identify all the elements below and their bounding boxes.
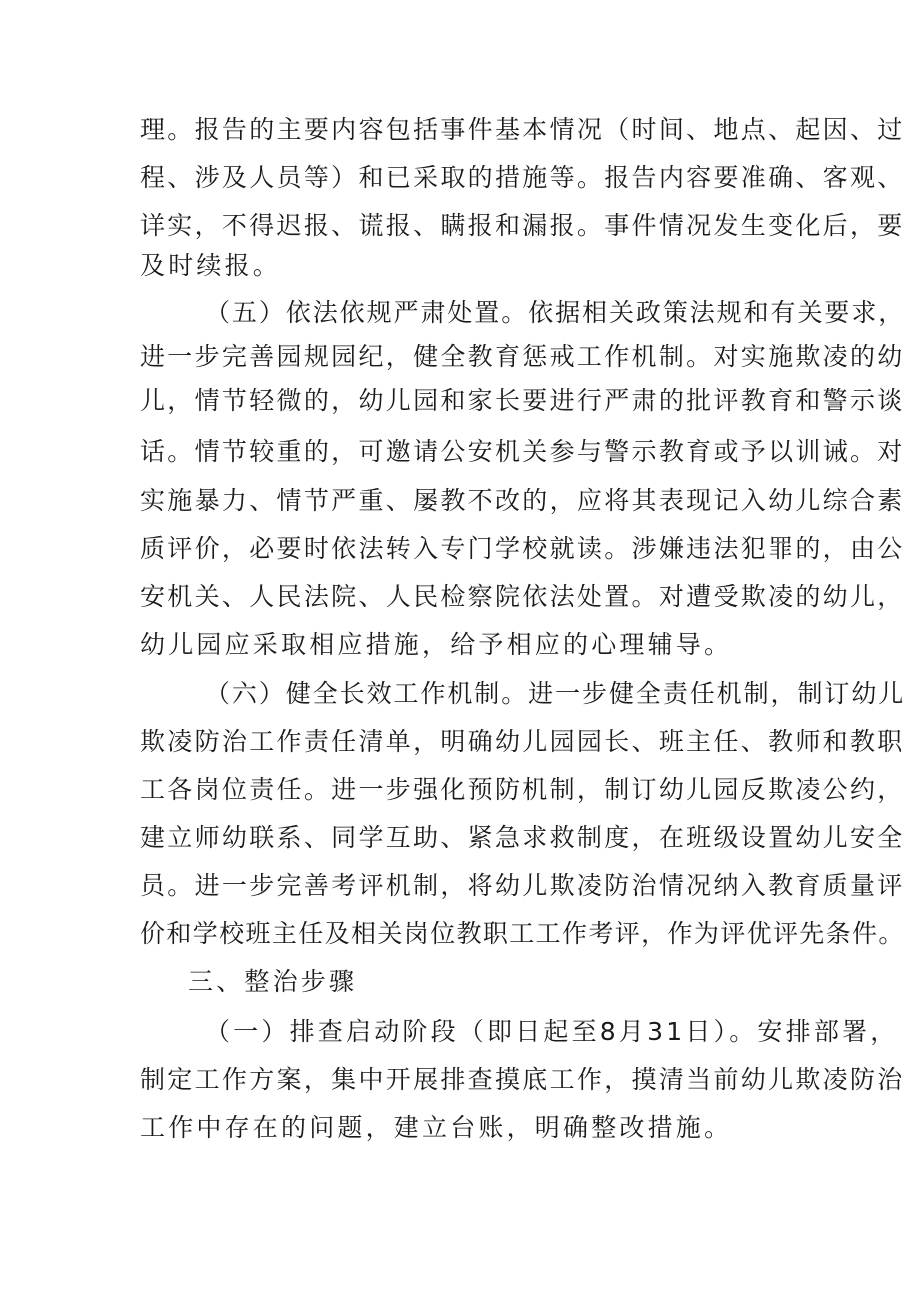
paragraph-line: 理。报告的主要内容包括事件基本情况（时间、地点、起因、过 <box>140 115 905 144</box>
paragraph-line: 欺凌防治工作责任清单，明确幼儿园园长、班主任、教师和教职 <box>140 727 905 756</box>
paragraph-line: 详实，不得迟报、谎报、瞒报和漏报。事件情况发生变化后，要 <box>140 211 905 240</box>
paragraph-line: 工各岗位责任。进一步强化预防机制，制订幼儿园反欺凌公约， <box>140 775 905 804</box>
paragraph-line: （一）排查启动阶段（即日起至8月31日）。安排部署， <box>205 1017 899 1046</box>
paragraph-line: 工作中存在的问题，建立台账，明确整改措施。 <box>140 1113 733 1142</box>
paragraph-line: 制定工作方案，集中开展排查摸底工作，摸清当前幼儿欺凌防治 <box>140 1065 905 1094</box>
paragraph-line: （六）健全长效工作机制。进一步健全责任机制，制订幼儿 <box>205 679 906 708</box>
paragraph-line: 及时续报。 <box>140 251 282 280</box>
paragraph-line: 价和学校班主任及相关岗位教职工工作考评，作为评优评先条件。 <box>140 919 905 948</box>
paragraph-line: （五）依法依规严肃处置。依据相关政策法规和有关要求， <box>205 298 906 327</box>
paragraph-line: 实施暴力、情节严重、屡教不改的，应将其表现记入幼儿综合素 <box>140 486 905 515</box>
paragraph-line: 进一步完善园规园纪，健全教育惩戒工作机制。对实施欺凌的幼 <box>140 342 905 371</box>
paragraph-line: 话。情节较重的，可邀请公安机关参与警示教育或予以训诫。对 <box>140 437 905 466</box>
paragraph-line: 程、涉及人员等）和已采取的措施等。报告内容要准确、客观、 <box>140 163 905 192</box>
paragraph-line: 幼儿园应采取相应措施，给予相应的心理辅导。 <box>140 630 733 659</box>
paragraph-line: 儿，情节轻微的，幼儿园和家长要进行严肃的批评教育和警示谈 <box>140 386 905 415</box>
section-heading: 三、整治步骤 <box>188 967 358 996</box>
paragraph-line: 员。进一步完善考评机制，将幼儿欺凌防治情况纳入教育质量评 <box>140 871 905 900</box>
paragraph-line: 安机关、人民法院、人民检察院依法处置。对遭受欺凌的幼儿， <box>140 582 905 611</box>
paragraph-line: 质评价，必要时依法转入专门学校就读。涉嫌违法犯罪的，由公 <box>140 534 905 563</box>
paragraph-line: 建立师幼联系、同学互助、紧急求救制度，在班级设置幼儿安全 <box>140 823 905 852</box>
